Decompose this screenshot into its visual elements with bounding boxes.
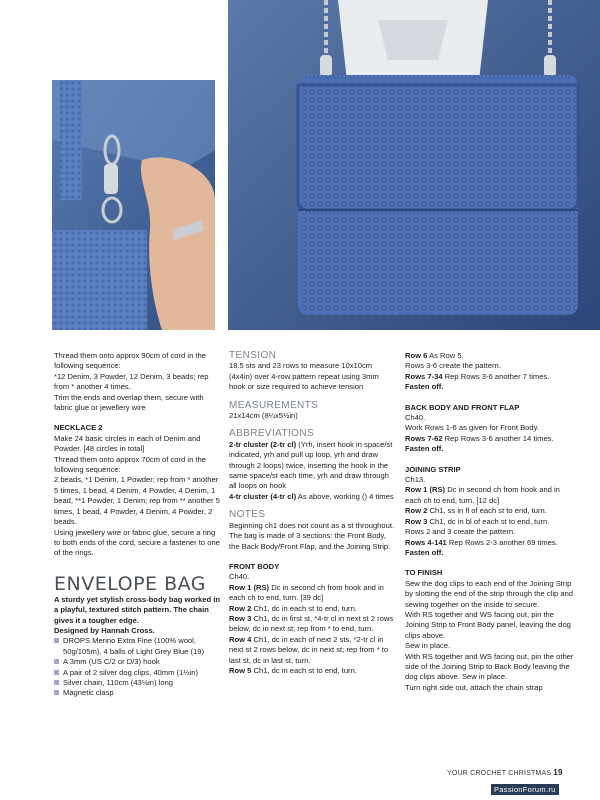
- paragraph: Beginning ch1 does not count as a st throughout.: [229, 520, 395, 530]
- row-label: Row 1 (RS): [405, 485, 446, 495]
- definition: As above, working () 4 times: [296, 491, 394, 501]
- materials-item: DROPS Merino Extra Fine (100% wool, 50g/105m), 4 balls of Light Grey Blue (19): [54, 636, 222, 657]
- row-label: Rows 7-62: [405, 433, 443, 443]
- paragraph: Rows 3-6 create the pattern.: [405, 361, 501, 371]
- paragraph: [229, 492, 395, 502]
- section-heading-joining-strip: JOINING STRIP: [405, 464, 461, 474]
- paragraph: [405, 538, 575, 548]
- paragraph: *12 Denim, 3 Powder, 12 Denim, 3 beads; rep from * another 4 times.: [54, 371, 209, 392]
- row-label: Row 2: [405, 506, 428, 516]
- section-heading-necklace-2: NECKLACE 2: [54, 423, 103, 433]
- row-label: Row 2: [229, 603, 252, 613]
- intro-text: A sturdy yet stylish cross-body bag worked in a playful, textured stitch pattern. The chain gives it a tougher edge.: [54, 594, 220, 625]
- row-label: Row 1 (RS): [229, 582, 270, 592]
- section-heading-back-body: BACK BODY AND FRONT FLAP: [405, 402, 520, 412]
- fasten-off: Fasten off.: [405, 547, 444, 557]
- paragraph: Thread them onto approx 70cm of cord in the following sequence:: [54, 454, 206, 475]
- row-text: Rep Rows 2-3 another 69 times.: [446, 537, 558, 547]
- paragraph: [229, 635, 395, 666]
- materials-item: A pair of 2 silver dog clips, 40mm (1½in): [54, 668, 222, 678]
- pattern-title: ENVELOPE BAG: [54, 572, 207, 595]
- column-right: [405, 351, 575, 693]
- photo-right-illustration: [228, 0, 600, 330]
- paragraph: [229, 604, 395, 614]
- section-heading-notes: NOTES: [229, 509, 266, 521]
- paragraph: [229, 440, 395, 492]
- paragraph: [229, 583, 395, 604]
- paragraph: [405, 506, 575, 516]
- row-label: Row 6: [405, 351, 428, 360]
- paragraph: [229, 614, 395, 635]
- paragraph: [405, 351, 575, 361]
- section-heading-to-finish: TO FINISH: [405, 568, 443, 578]
- paragraph: 18.5 sts and 23 rows to measure 10x10cm (4x4in) over 4-row pattern repeat using 3mm hook or size required to achieve tension: [229, 361, 379, 392]
- paragraph: [405, 517, 575, 527]
- row-text: Ch1, dc in first st, *4-tr cl in next st 2 rows below, dc in next st; rep from * to end, turn.: [229, 613, 394, 634]
- materials-item: A 3mm (US C/2 or D/3) hook: [54, 657, 222, 667]
- materials-item: Silver chain, 110cm (43½in) long: [54, 678, 222, 688]
- photo-left-illustration: [52, 80, 215, 330]
- fasten-off: Fasten off.: [405, 382, 444, 392]
- paragraph: 21x14cm (8¼x5½in): [229, 411, 298, 421]
- column-left: [54, 351, 222, 699]
- site-watermark: PassionForum.ru: [491, 784, 559, 795]
- paragraph: Rows 2 and 3 create the pattern.: [405, 527, 516, 537]
- row-label: Row 5: [229, 665, 252, 675]
- paragraph: Sew in place.: [405, 641, 451, 651]
- fasten-off: Fasten off.: [405, 444, 444, 454]
- paragraph: [405, 485, 575, 506]
- paragraph: Make 24 basic circles in each of Denim and Powder. [48 circles in total]: [54, 433, 201, 454]
- blue-envelope-bag-photo: [228, 0, 600, 330]
- row-text: Dc in second ch from hook and in each ch to end, turn. [39 dc]: [229, 582, 384, 603]
- paragraph: Trim the ends and overlap them, secure with fabric glue or jewellery wire: [54, 392, 204, 413]
- definition: (Yrh, insert hook in space/st indicated, yrh and pull up loop, yrh and draw through 2 loops) twice, inserting the hook in the same space/st each time, yrh and draw through all loops on hook: [229, 439, 393, 491]
- row-text: Ch1, dc in each st to end, turn.: [251, 603, 357, 613]
- paragraph: Turn right side out, attach the chain strap: [405, 682, 543, 692]
- column-middle: [229, 351, 395, 676]
- row-text: Ch1, dc in each st to end, turn.: [251, 665, 357, 675]
- row-label: Row 3: [405, 516, 428, 526]
- row-text: Rep Rows 3-6 another 7 times.: [442, 371, 550, 381]
- paragraph: With RS together and WS facing out, pin the Joining Strip to Front Body panel, leaving the dog clips above.: [405, 609, 571, 640]
- paragraph: Sew the dog clips to each end of the Joining Strip by slotting the end of the strip through the clip and sewing together on the inside to secure.: [405, 578, 574, 609]
- page-number: 19: [553, 768, 563, 777]
- section-heading-tension: TENSION: [229, 350, 277, 361]
- row-label: Rows 4-141: [405, 537, 447, 547]
- row-text: Rep Rows 3-6 another 14 times.: [442, 433, 554, 443]
- materials-item: Magnetic clasp: [54, 688, 222, 698]
- paragraph: [405, 434, 575, 444]
- paragraph: Work Rows 1-6 as given for Front Body.: [405, 423, 539, 433]
- term: 4-tr cluster (4-tr cl): [229, 491, 297, 501]
- paragraph: 2 beads, *1 Denim, 1 Powder; rep from * another 5 times, 1 bead, 4 Denim, 4 Powder, 4 Denim, 1 bead, **1 Powder, 1 Denim; rep from ** another 5 times, 1 bead, 4 Powder, 4 Denim, 4 Powder, 2 beads.: [54, 475, 220, 527]
- row-label: Row 4: [229, 634, 252, 644]
- paragraph: The bag is made of 3 sections: the Front Body, the Back Body/Front Flap, and the Joining Strip.: [229, 531, 391, 551]
- magazine-name: YOUR CROCHET CHRISTMAS: [447, 770, 552, 777]
- paragraph: With RS together and WS facing out, pin the other side of the Joining Strip to Back Body leaving the dog clips above. Sew in place.: [405, 651, 574, 682]
- paragraph: Using jewellery wire or fabric glue, secure a ring to both ends of the cord, secure a fastener to one of the rings.: [54, 527, 220, 558]
- paragraph: Thread them onto approx 90cm of cord in the following sequence:: [54, 351, 206, 371]
- designer-credit: Designed by Hannah Cross.: [54, 625, 155, 635]
- row-label: Rows 7-34: [405, 371, 443, 381]
- row-label: Row 3: [229, 613, 252, 623]
- paragraph: [405, 372, 575, 382]
- row-text: Ch1, dc in each of next 2 sts, *2-tr cl in next st 2 rows below, dc in next st; rep from * to last st, dc in last st, turn.: [229, 634, 389, 665]
- row-text: Ch1, ss in fl of each st to end, turn.: [427, 506, 547, 516]
- paragraph: Ch40.: [405, 413, 426, 423]
- row-text: Dc in second ch from hook and in each ch to end, turn. [12 dc]: [405, 485, 560, 505]
- crochet-bag-with-dog-clip-photo: [52, 80, 215, 330]
- section-heading-front-body: FRONT BODY: [229, 561, 280, 571]
- term: 2-tr cluster (2-tr cl): [229, 439, 297, 449]
- row-text: As Row 5.: [427, 351, 464, 360]
- paragraph: [229, 666, 395, 676]
- row-text: Ch1, dc in bl of each st to end, turn.: [427, 516, 550, 526]
- section-heading-abbreviations: ABBREVIATIONS: [229, 428, 315, 440]
- paragraph: Ch40.: [229, 572, 250, 582]
- page-footer: [447, 768, 563, 777]
- paragraph: Ch13.: [405, 475, 426, 485]
- section-heading-measurements: MEASUREMENTS: [229, 399, 319, 411]
